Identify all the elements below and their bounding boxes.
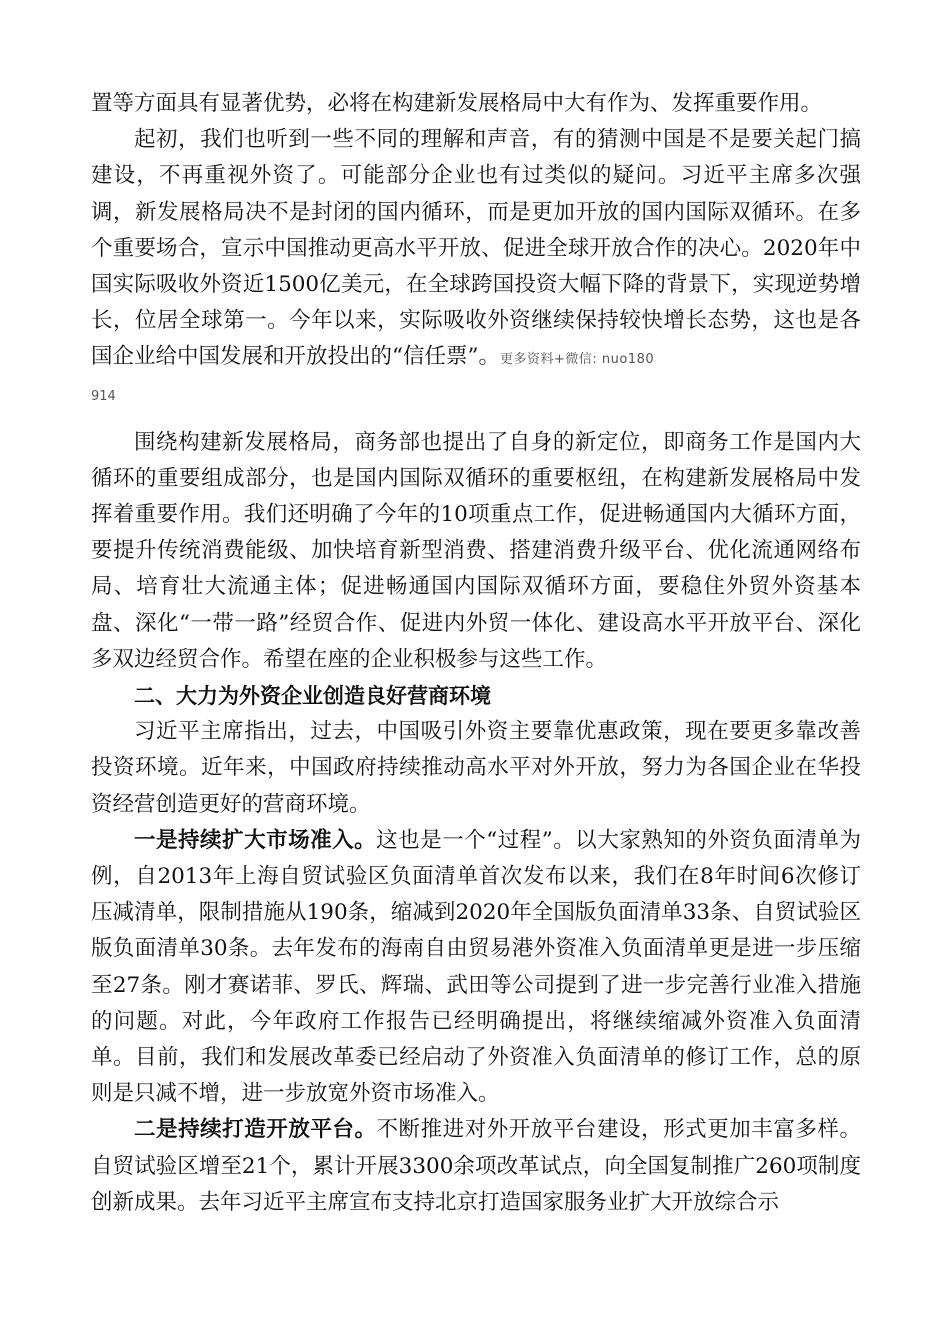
paragraph-2-text: 起初，我们也听到一些不同的理解和声音，有的猜测中国是不是要关起门搞建设，不再重视外资了。可能部分企业也有过类似的疑问。习近平主席多次强调，新发展格局决不是封闭的国内循环，而是更加开放的国内国际双循环。在多个重要场合，宣示中国推动更高水平开放、促进全球开放合作的决心。2020年中国实际吸收外资近1500亿美元，在全球跨国投资大幅下降的背景下，实现逆势增长，位居全球第一。今年以来，实际吸收外资继续保持较快增长态势，这也是各国企业给中国发展和开放投出的“信任票”。 — [91, 127, 861, 370]
paragraph-2 — [91, 122, 861, 378]
paragraph-5 — [91, 823, 861, 1113]
paragraph-3: 围绕构建新发展格局，商务部也提出了自身的新定位，即商务工作是国内大循环的重要组成部分，也是国内国际双循环的重要枢纽，在构建新发展格局中发挥着重要作用。我们还明确了今年的10项重点工作，促进畅通国内大循环方面，要提升传统消费能级、加快培育新型消费、搭建消费升级平台、优化流通网络布局、培育壮大流通主体；促进畅通国内国际双循环方面，要稳住外贸外资基本盘、深化“一带一路”经贸合作、促进内外贸一体化、建设高水平开放平台、深化多双边经贸合作。希望在座的企业积极参与这些工作。 — [91, 429, 861, 672]
document-page — [91, 86, 861, 1221]
paragraph-6-lead: 二是持续打造开放平台。 — [134, 1117, 377, 1143]
paragraph-5-lead: 一是持续扩大市场准入。 — [134, 827, 377, 853]
paragraph-1: 置等方面具有显著优势，必将在构建新发展格局中大有作为、发挥重要作用。 — [91, 91, 823, 116]
paragraph-6-text: 不断推进对外开放平台建设，形式更加丰富多样。自贸试验区增至21个，累计开展3300余项改革试点，向全国复制推广260项制度创新成果。去年习近平主席宣布支持北京打造国家服务业扩大开放综合示 — [91, 1117, 861, 1215]
watermark-note-continued: 914 — [91, 388, 116, 404]
paragraph-6 — [91, 1112, 861, 1221]
paragraph-4: 习近平主席指出，过去，中国吸引外资主要靠优惠政策，现在要更多靠改善投资环境。近年来，中国政府持续推动高水平对外开放，努力为各国企业在华投资经营创造更好的营商环境。 — [91, 719, 861, 817]
paragraph-5-text: 这也是一个“过程”。以大家熟知的外资负面清单为例，自2013年上海自贸试验区负面清单首次发布以来，我们在8年时间6次修订压减清单，限制措施从190条，缩减到2020年全国版负面清单33条、自贸试验区版负面清单30条。去年发布的海南自由贸易港外资准入负面清单更是进一步压缩至27条。刚才赛诺菲、罗氏、辉瑞、武田等公司提到了进一步完善行业准入措施的问题。对此，今年政府工作报告已经明确提出，将继续缩减外资准入负面清单。目前，我们和发展改革委已经启动了外资准入负面清单的修订工作，总的原则是只减不增，进一步放宽外资市场准入。 — [91, 827, 861, 1107]
section-heading-2: 二、大力为外资企业创造良好营商环境 — [134, 684, 491, 709]
watermark-note: 更多资料+微信: nuo180 — [500, 352, 655, 368]
